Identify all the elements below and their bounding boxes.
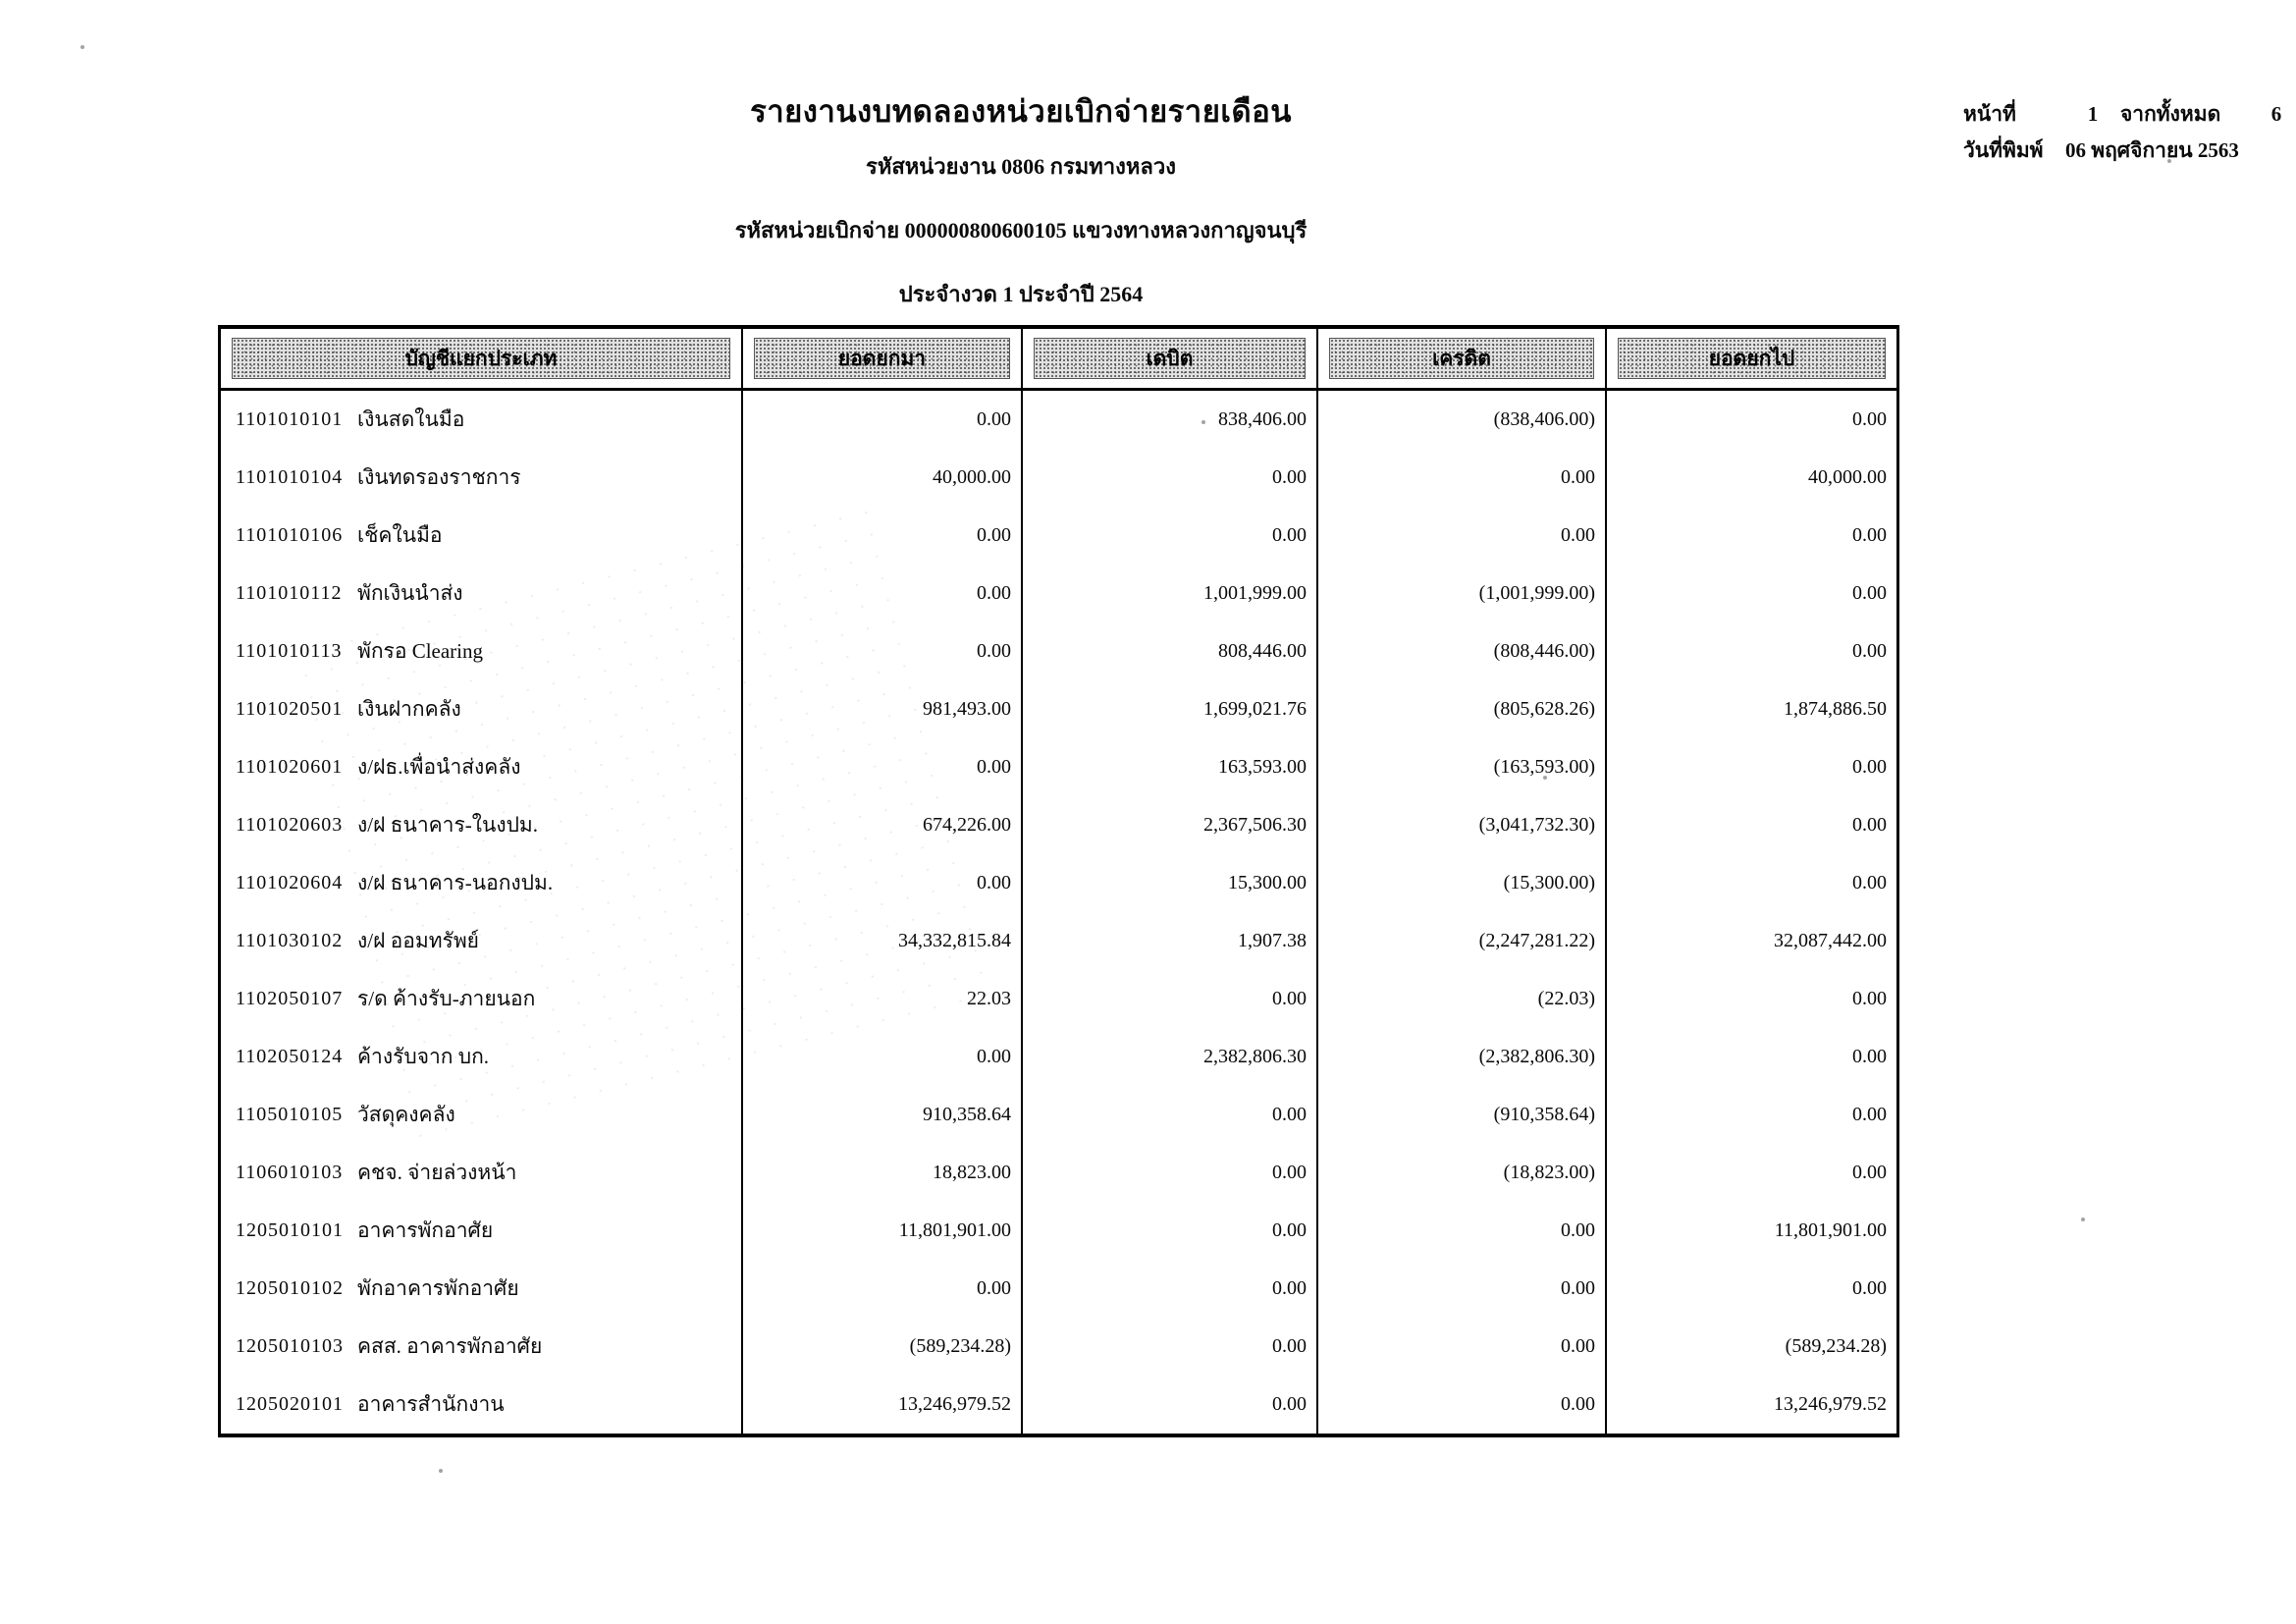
header-label-brought-forward: ยอดยกมา bbox=[754, 338, 1010, 379]
total-pages: 6 bbox=[2270, 102, 2282, 126]
brought-forward-value: 0.00 bbox=[741, 1260, 1021, 1318]
brought-forward-value: 0.00 bbox=[741, 391, 1021, 449]
table-row bbox=[221, 1144, 1896, 1202]
account-cell bbox=[221, 1260, 741, 1318]
report-title: รายงานงบทดลองหน่วยเบิกจ่ายรายเดือน bbox=[750, 94, 1292, 129]
credit-value: (1,001,999.00) bbox=[1316, 565, 1605, 623]
debit-value: 0.00 bbox=[1021, 970, 1316, 1028]
brought-forward-value: 22.03 bbox=[741, 970, 1021, 1028]
carried-forward-value: 40,000.00 bbox=[1605, 449, 1896, 507]
brought-forward-value: 0.00 bbox=[741, 507, 1021, 565]
table-row bbox=[221, 1376, 1896, 1434]
table-row bbox=[221, 854, 1896, 912]
account-code: 1101020604 bbox=[236, 872, 344, 893]
carried-forward-value: 0.00 bbox=[1605, 738, 1896, 796]
account-code: 1205010103 bbox=[236, 1335, 344, 1357]
brought-forward-value: 34,332,815.84 bbox=[741, 912, 1021, 970]
brought-forward-value: 0.00 bbox=[741, 1028, 1021, 1086]
carried-forward-value: 0.00 bbox=[1605, 796, 1896, 854]
account-name: พักอาคารพักอาศัย bbox=[357, 1276, 519, 1300]
print-date-row bbox=[1963, 133, 2296, 169]
account-cell bbox=[221, 854, 741, 912]
account-code: 1101010104 bbox=[236, 466, 344, 488]
trial-balance-table bbox=[218, 325, 1899, 1437]
carried-forward-value: 0.00 bbox=[1605, 1144, 1896, 1202]
account-cell bbox=[221, 1028, 741, 1086]
account-cell bbox=[221, 738, 741, 796]
account-name: เงินทดรองราชการ bbox=[357, 465, 521, 489]
scan-noise-dot bbox=[80, 45, 84, 49]
account-cell bbox=[221, 1202, 741, 1260]
debit-value: 0.00 bbox=[1021, 1202, 1316, 1260]
credit-value: (22.03) bbox=[1316, 970, 1605, 1028]
account-name: เช็คในมือ bbox=[357, 523, 443, 547]
account-code: 1101030102 bbox=[236, 930, 344, 951]
header-cell-brought-forward bbox=[741, 329, 1021, 388]
debit-value: 2,382,806.30 bbox=[1021, 1028, 1316, 1086]
account-name: ร/ด ค้างรับ-ภายนอก bbox=[357, 987, 536, 1010]
debit-value: 0.00 bbox=[1021, 1376, 1316, 1434]
credit-value: (838,406.00) bbox=[1316, 391, 1605, 449]
account-cell bbox=[221, 1376, 741, 1434]
print-date: 06 พฤศจิกายน 2563 bbox=[2065, 138, 2239, 162]
carried-forward-value: (589,234.28) bbox=[1605, 1318, 1896, 1376]
credit-value: (805,628.26) bbox=[1316, 680, 1605, 738]
carried-forward-value: 1,874,886.50 bbox=[1605, 680, 1896, 738]
account-cell bbox=[221, 680, 741, 738]
credit-value: (2,247,281.22) bbox=[1316, 912, 1605, 970]
table-row bbox=[221, 1028, 1896, 1086]
account-code: 1101010101 bbox=[236, 408, 344, 430]
debit-value: 15,300.00 bbox=[1021, 854, 1316, 912]
account-name: ง/ฝ ธนาคาร-ในงปม. bbox=[357, 813, 539, 837]
debit-value: 808,446.00 bbox=[1021, 623, 1316, 680]
credit-value: 0.00 bbox=[1316, 1376, 1605, 1434]
credit-value: (3,041,732.30) bbox=[1316, 796, 1605, 854]
carried-forward-value: 0.00 bbox=[1605, 1260, 1896, 1318]
table-row bbox=[221, 738, 1896, 796]
brought-forward-value: 11,801,901.00 bbox=[741, 1202, 1021, 1260]
account-code: 1105010105 bbox=[236, 1104, 344, 1125]
credit-value: 0.00 bbox=[1316, 507, 1605, 565]
account-cell bbox=[221, 449, 741, 507]
page-number: 1 bbox=[2087, 102, 2099, 126]
debit-value: 838,406.00 bbox=[1021, 391, 1316, 449]
account-name: พักเงินนำส่ง bbox=[357, 581, 463, 605]
credit-value: 0.00 bbox=[1316, 449, 1605, 507]
table-row bbox=[221, 970, 1896, 1028]
account-name: คชจ. จ่ายล่วงหน้า bbox=[357, 1161, 517, 1184]
credit-value: (808,446.00) bbox=[1316, 623, 1605, 680]
account-cell bbox=[221, 912, 741, 970]
account-code: 1101020501 bbox=[236, 698, 344, 720]
brought-forward-value: 0.00 bbox=[741, 623, 1021, 680]
account-cell bbox=[221, 796, 741, 854]
scan-noise-dot bbox=[2081, 1218, 2085, 1221]
debit-value: 0.00 bbox=[1021, 507, 1316, 565]
account-code: 1101010113 bbox=[236, 640, 343, 662]
debit-value: 1,907.38 bbox=[1021, 912, 1316, 970]
debit-value: 0.00 bbox=[1021, 1144, 1316, 1202]
carried-forward-value: 0.00 bbox=[1605, 565, 1896, 623]
table-header-row bbox=[221, 329, 1896, 391]
table-row bbox=[221, 1202, 1896, 1260]
account-cell bbox=[221, 970, 741, 1028]
scan-noise-dot bbox=[439, 1469, 443, 1473]
brought-forward-value: 0.00 bbox=[741, 854, 1021, 912]
account-code: 1102050124 bbox=[236, 1046, 344, 1067]
credit-value: 0.00 bbox=[1316, 1202, 1605, 1260]
account-cell bbox=[221, 1144, 741, 1202]
debit-value: 2,367,506.30 bbox=[1021, 796, 1316, 854]
credit-value: 0.00 bbox=[1316, 1260, 1605, 1318]
disbursing-unit-line: รหัสหน่วยเบิกจ่าย 000000800600105 แขวงทางหลวงกาญจนบุรี bbox=[734, 218, 1308, 243]
agency-code-line: รหัสหน่วยงาน 0806 กรมทางหลวง bbox=[866, 154, 1176, 179]
account-code: 1205010102 bbox=[236, 1277, 344, 1299]
print-date-label: วันที่พิมพ์ bbox=[1963, 138, 2044, 162]
account-cell bbox=[221, 1086, 741, 1144]
brought-forward-value: 0.00 bbox=[741, 738, 1021, 796]
account-code: 1101010112 bbox=[236, 582, 343, 604]
carried-forward-value: 32,087,442.00 bbox=[1605, 912, 1896, 970]
account-name: อาคารพักอาศัย bbox=[357, 1218, 494, 1242]
carried-forward-value: 13,246,979.52 bbox=[1605, 1376, 1896, 1434]
table-row bbox=[221, 680, 1896, 738]
carried-forward-value: 0.00 bbox=[1605, 854, 1896, 912]
debit-value: 163,593.00 bbox=[1021, 738, 1316, 796]
credit-value: 0.00 bbox=[1316, 1318, 1605, 1376]
header-cell-account bbox=[221, 329, 741, 388]
account-cell bbox=[221, 565, 741, 623]
debit-value: 0.00 bbox=[1021, 1086, 1316, 1144]
account-name: ง/ฝ ออมทรัพย์ bbox=[357, 929, 479, 952]
account-cell bbox=[221, 391, 741, 449]
account-name: เงินฝากคลัง bbox=[357, 697, 461, 721]
account-name: พักรอ Clearing bbox=[357, 639, 484, 663]
account-code: 1102050107 bbox=[236, 988, 344, 1009]
debit-value: 1,001,999.00 bbox=[1021, 565, 1316, 623]
brought-forward-value: 674,226.00 bbox=[741, 796, 1021, 854]
period-line: ประจำงวด 1 ประจำปี 2564 bbox=[898, 282, 1144, 306]
carried-forward-value: 0.00 bbox=[1605, 507, 1896, 565]
credit-value: (910,358.64) bbox=[1316, 1086, 1605, 1144]
header-label-debit: เดบิต bbox=[1034, 338, 1306, 379]
account-name: อาคารสำนักงาน bbox=[357, 1392, 505, 1416]
account-name: ง/ฝ ธนาคาร-นอกงปม. bbox=[357, 871, 554, 894]
account-name: วัสดุคงคลัง bbox=[357, 1103, 455, 1126]
debit-value: 0.00 bbox=[1021, 1260, 1316, 1318]
account-code: 1101020603 bbox=[236, 814, 344, 836]
header-label-carried-forward: ยอดยกไป bbox=[1618, 338, 1886, 379]
table-row bbox=[221, 507, 1896, 565]
brought-forward-value: 981,493.00 bbox=[741, 680, 1021, 738]
table-row bbox=[221, 391, 1896, 449]
account-name: ค้างรับจาก บก. bbox=[357, 1045, 490, 1068]
header-label-account: บัญชีแยกประเภท bbox=[232, 338, 730, 379]
table-row bbox=[221, 1260, 1896, 1318]
table-row bbox=[221, 449, 1896, 507]
table-row bbox=[221, 1086, 1896, 1144]
account-cell bbox=[221, 623, 741, 680]
header-cell-debit bbox=[1021, 329, 1316, 388]
carried-forward-value: 0.00 bbox=[1605, 1028, 1896, 1086]
credit-value: (18,823.00) bbox=[1316, 1144, 1605, 1202]
table-body bbox=[221, 391, 1896, 1434]
account-cell bbox=[221, 1318, 741, 1376]
account-name: ง/ฝธ.เพื่อนำส่งคลัง bbox=[357, 755, 521, 779]
debit-value: 0.00 bbox=[1021, 1318, 1316, 1376]
brought-forward-value: 910,358.64 bbox=[741, 1086, 1021, 1144]
table-row bbox=[221, 796, 1896, 854]
account-cell bbox=[221, 507, 741, 565]
page-number-row bbox=[1963, 96, 2296, 133]
carried-forward-value: 0.00 bbox=[1605, 623, 1896, 680]
brought-forward-value: 0.00 bbox=[741, 565, 1021, 623]
credit-value: (2,382,806.30) bbox=[1316, 1028, 1605, 1086]
carried-forward-value: 0.00 bbox=[1605, 1086, 1896, 1144]
table-row bbox=[221, 912, 1896, 970]
brought-forward-value: 40,000.00 bbox=[741, 449, 1021, 507]
total-pages-label: จากทั้งหมด bbox=[2120, 102, 2221, 126]
account-code: 1101020601 bbox=[236, 756, 344, 778]
table-row bbox=[221, 1318, 1896, 1376]
account-name: คสส. อาคารพักอาศัย bbox=[357, 1334, 543, 1358]
account-name: เงินสดในมือ bbox=[357, 407, 465, 431]
page-label: หน้าที่ bbox=[1963, 102, 2016, 126]
carried-forward-value: 11,801,901.00 bbox=[1605, 1202, 1896, 1260]
header-cell-carried-forward bbox=[1605, 329, 1896, 388]
page-info-block bbox=[1963, 96, 2296, 169]
account-code: 1106010103 bbox=[236, 1162, 344, 1183]
carried-forward-value: 0.00 bbox=[1605, 391, 1896, 449]
credit-value: (15,300.00) bbox=[1316, 854, 1605, 912]
account-code: 1101010106 bbox=[236, 524, 344, 546]
account-code: 1205010101 bbox=[236, 1219, 344, 1241]
account-code: 1205020101 bbox=[236, 1393, 344, 1415]
credit-value: (163,593.00) bbox=[1316, 738, 1605, 796]
debit-value: 0.00 bbox=[1021, 449, 1316, 507]
debit-value: 1,699,021.76 bbox=[1021, 680, 1316, 738]
brought-forward-value: 18,823.00 bbox=[741, 1144, 1021, 1202]
header-label-credit: เครดิต bbox=[1329, 338, 1594, 379]
table-row bbox=[221, 623, 1896, 680]
brought-forward-value: 13,246,979.52 bbox=[741, 1376, 1021, 1434]
header-cell-credit bbox=[1316, 329, 1605, 388]
table-row bbox=[221, 565, 1896, 623]
carried-forward-value: 0.00 bbox=[1605, 970, 1896, 1028]
brought-forward-value: (589,234.28) bbox=[741, 1318, 1021, 1376]
